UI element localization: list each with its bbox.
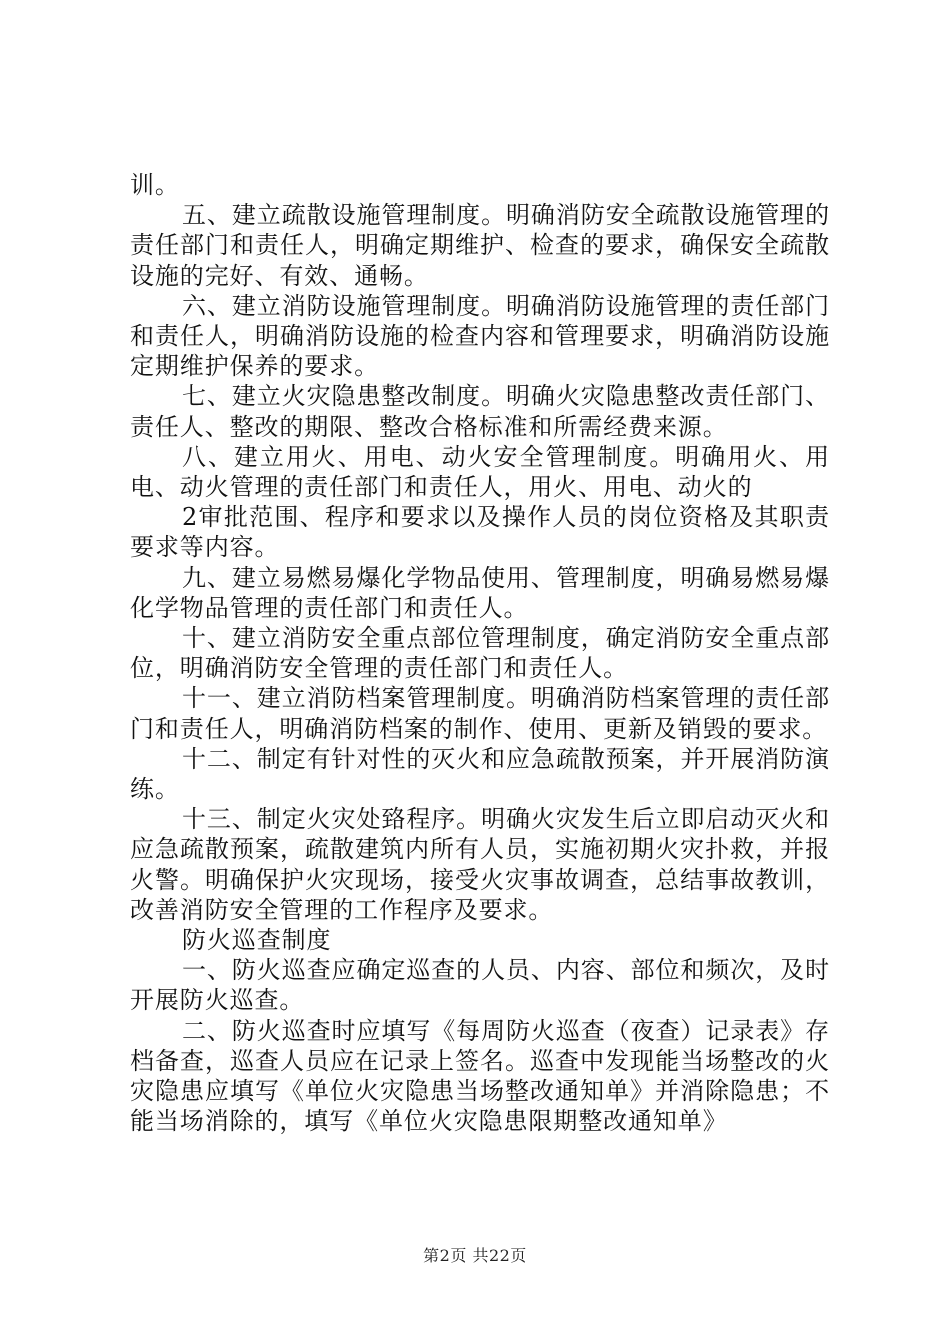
paragraph-7: 九、建立易燃易爆化学物品使用、管理制度，明确易燃易爆化学物品管理的责任部门和责任人。	[130, 563, 830, 622]
page-footer: 第2页 共22页	[423, 1246, 527, 1265]
paragraph-5: 八、建立用火、用电、动火安全管理制度。明确用火、用电、动火管理的责任部门和责任人，用火、用电、动火的	[130, 442, 830, 502]
section-heading: 防火巡查制度	[182, 926, 332, 955]
paragraph-3: 六、建立消防设施管理制度。明确消防设施管理的责任部门和责任人，明确消防设施的检查内容和管理要求，明确消防设施定期维护保养的要求。	[130, 291, 830, 381]
paragraph-10: 十二、制定有针对性的灭火和应急疏散预案，并开展消防演练。	[130, 744, 830, 804]
paragraph-14: 二、防火巡查时应填写《每周防火巡查（夜查）记录表》存档备查，巡查人员应在记录上签名。巡查中发现能当场整改的火灾隐患应填写《单位火灾隐患当场整改通知单》并消除隐患；不能当场消除的，填写《单位火灾隐患限期整改通知单》	[130, 1016, 830, 1136]
document-body	[130, 170, 830, 1137]
paragraph-6: 2审批范围、程序和要求以及操作人员的岗位资格及其职责要求等内容。	[130, 503, 830, 562]
paragraph-4: 七、建立火灾隐患整改制度。明确火灾隐患整改责任部门、责任人、整改的期限、整改合格标准和所需经费来源。	[130, 382, 830, 441]
paragraph-13: 一、防火巡查应确定巡查的人员、内容、部位和频次，及时开展防火巡查。	[130, 956, 830, 1015]
paragraph-1: 训。	[130, 171, 180, 199]
paragraph-11: 十三、制定火灾处臵程序。明确火灾发生后立即启动灭火和应急疏散预案，疏散建筑内所有人员，实施初期火灾扑救，并报火警。明确保护火灾现场，接受火灾事故调查，总结事故教训，改善消防安全管理的工作程序及要求。	[130, 805, 830, 924]
paragraph-9: 十一、建立消防档案管理制度。明确消防档案管理的责任部门和责任人，明确消防档案的制作、使用、更新及销毁的要求。	[130, 684, 830, 743]
paragraph-2: 五、建立疏散设施管理制度。明确消防安全疏散设施管理的责任部门和责任人，明确定期维护、检查的要求，确保安全疏散设施的完好、有效、通畅。	[130, 201, 830, 290]
paragraph-8: 十、建立消防安全重点部位管理制度，确定消防安全重点部位，明确消防安全管理的责任部门和责任人。	[130, 624, 830, 683]
